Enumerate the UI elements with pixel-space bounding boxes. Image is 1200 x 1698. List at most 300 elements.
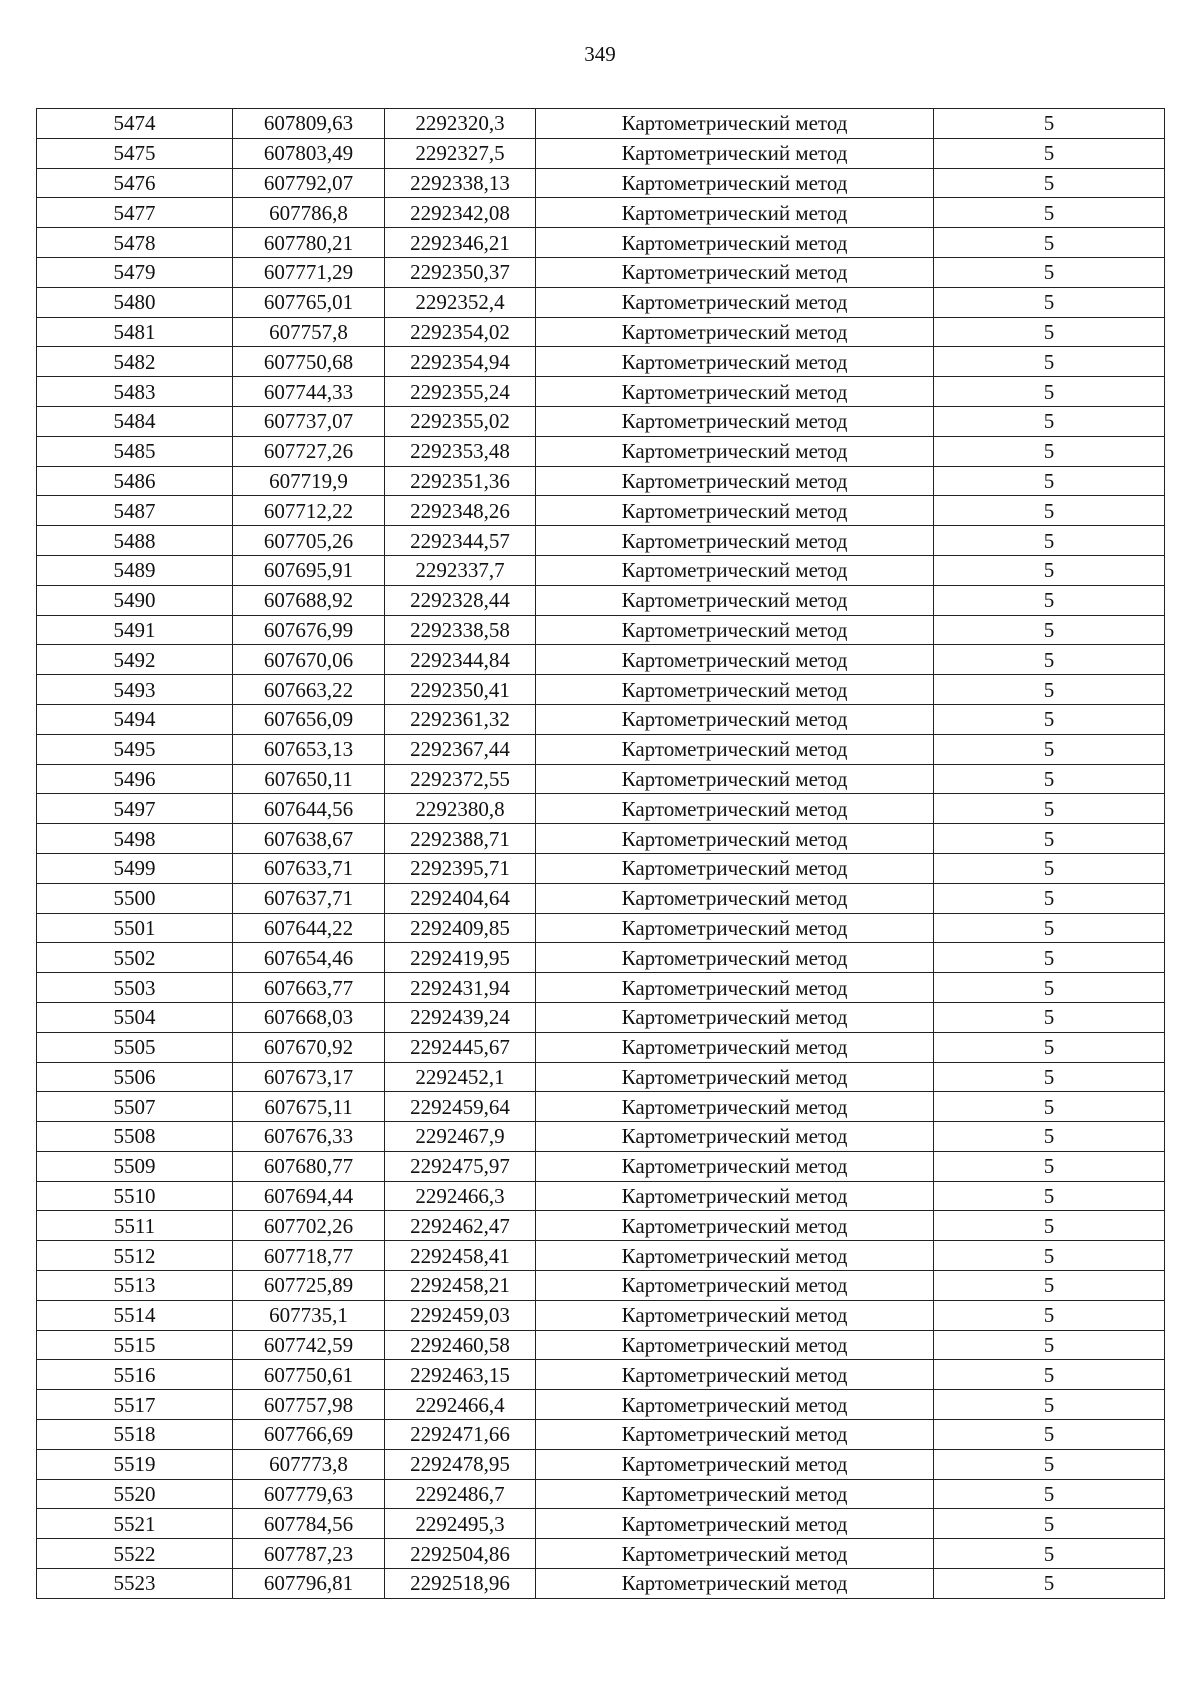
accuracy-cell: 5 [934,1032,1165,1062]
accuracy-cell: 5 [934,347,1165,377]
accuracy-cell: 5 [934,794,1165,824]
point-number-cell: 5510 [37,1181,233,1211]
accuracy-cell: 5 [934,1479,1165,1509]
table-row [37,1151,1165,1181]
table-row [37,1241,1165,1271]
method-cell: Картометрический метод [536,198,934,228]
x-coordinate-cell: 607637,71 [233,883,385,913]
x-coordinate-cell: 607809,63 [233,109,385,139]
y-coordinate-cell: 2292439,24 [385,1002,536,1032]
accuracy-cell: 5 [934,1062,1165,1092]
accuracy-cell: 5 [934,496,1165,526]
y-coordinate-cell: 2292350,41 [385,675,536,705]
method-cell: Картометрический метод [536,1241,934,1271]
method-cell: Картометрический метод [536,943,934,973]
x-coordinate-cell: 607750,68 [233,347,385,377]
method-cell: Картометрический метод [536,109,934,139]
accuracy-cell: 5 [934,675,1165,705]
table-row [37,347,1165,377]
accuracy-cell: 5 [934,645,1165,675]
accuracy-cell: 5 [934,1420,1165,1450]
accuracy-cell: 5 [934,317,1165,347]
y-coordinate-cell: 2292462,47 [385,1211,536,1241]
table-row [37,526,1165,556]
x-coordinate-cell: 607796,81 [233,1569,385,1599]
x-coordinate-cell: 607744,33 [233,377,385,407]
point-number-cell: 5519 [37,1449,233,1479]
table-row [37,973,1165,1003]
point-number-cell: 5495 [37,734,233,764]
accuracy-cell: 5 [934,257,1165,287]
method-cell: Картометрический метод [536,794,934,824]
x-coordinate-cell: 607735,1 [233,1300,385,1330]
table-row [37,883,1165,913]
accuracy-cell: 5 [934,943,1165,973]
point-number-cell: 5477 [37,198,233,228]
y-coordinate-cell: 2292466,3 [385,1181,536,1211]
accuracy-cell: 5 [934,913,1165,943]
x-coordinate-cell: 607695,91 [233,555,385,585]
y-coordinate-cell: 2292320,3 [385,109,536,139]
table-row [37,1360,1165,1390]
method-cell: Картометрический метод [536,883,934,913]
accuracy-cell: 5 [934,109,1165,139]
table-row [37,1032,1165,1062]
point-number-cell: 5511 [37,1211,233,1241]
accuracy-cell: 5 [934,526,1165,556]
coordinates-table-body [37,109,1165,1599]
table-row [37,496,1165,526]
table-row [37,1479,1165,1509]
table-row [37,257,1165,287]
x-coordinate-cell: 607702,26 [233,1211,385,1241]
point-number-cell: 5489 [37,555,233,585]
y-coordinate-cell: 2292486,7 [385,1479,536,1509]
point-number-cell: 5508 [37,1122,233,1152]
method-cell: Картометрический метод [536,138,934,168]
point-number-cell: 5518 [37,1420,233,1450]
y-coordinate-cell: 2292504,86 [385,1539,536,1569]
accuracy-cell: 5 [934,853,1165,883]
method-cell: Картометрический метод [536,734,934,764]
method-cell: Картометрический метод [536,287,934,317]
y-coordinate-cell: 2292471,66 [385,1420,536,1450]
table-row [37,138,1165,168]
x-coordinate-cell: 607668,03 [233,1002,385,1032]
x-coordinate-cell: 607650,11 [233,764,385,794]
method-cell: Картометрический метод [536,406,934,436]
table-row [37,168,1165,198]
y-coordinate-cell: 2292395,71 [385,853,536,883]
point-number-cell: 5490 [37,585,233,615]
table-row [37,198,1165,228]
y-coordinate-cell: 2292380,8 [385,794,536,824]
point-number-cell: 5520 [37,1479,233,1509]
x-coordinate-cell: 607694,44 [233,1181,385,1211]
y-coordinate-cell: 2292344,57 [385,526,536,556]
table-row [37,1271,1165,1301]
y-coordinate-cell: 2292478,95 [385,1449,536,1479]
table-row [37,1509,1165,1539]
point-number-cell: 5506 [37,1062,233,1092]
point-number-cell: 5507 [37,1092,233,1122]
method-cell: Картометрический метод [536,1062,934,1092]
point-number-cell: 5476 [37,168,233,198]
x-coordinate-cell: 607644,22 [233,913,385,943]
x-coordinate-cell: 607688,92 [233,585,385,615]
x-coordinate-cell: 607663,22 [233,675,385,705]
table-row [37,1569,1165,1599]
method-cell: Картометрический метод [536,704,934,734]
table-row [37,1300,1165,1330]
x-coordinate-cell: 607765,01 [233,287,385,317]
accuracy-cell: 5 [934,287,1165,317]
table-row [37,1122,1165,1152]
point-number-cell: 5494 [37,704,233,734]
table-row [37,1092,1165,1122]
method-cell: Картометрический метод [536,1420,934,1450]
point-number-cell: 5514 [37,1300,233,1330]
table-row [37,1390,1165,1420]
method-cell: Картометрический метод [536,1151,934,1181]
point-number-cell: 5493 [37,675,233,705]
method-cell: Картометрический метод [536,377,934,407]
accuracy-cell: 5 [934,1151,1165,1181]
method-cell: Картометрический метод [536,1211,934,1241]
y-coordinate-cell: 2292352,4 [385,287,536,317]
point-number-cell: 5517 [37,1390,233,1420]
table-row [37,824,1165,854]
method-cell: Картометрический метод [536,555,934,585]
method-cell: Картометрический метод [536,1122,934,1152]
accuracy-cell: 5 [934,1092,1165,1122]
x-coordinate-cell: 607771,29 [233,257,385,287]
y-coordinate-cell: 2292344,84 [385,645,536,675]
table-row [37,1420,1165,1450]
point-number-cell: 5484 [37,406,233,436]
accuracy-cell: 5 [934,1300,1165,1330]
table-row [37,704,1165,734]
x-coordinate-cell: 607737,07 [233,406,385,436]
y-coordinate-cell: 2292445,67 [385,1032,536,1062]
accuracy-cell: 5 [934,734,1165,764]
x-coordinate-cell: 607784,56 [233,1509,385,1539]
x-coordinate-cell: 607787,23 [233,1539,385,1569]
table-row [37,436,1165,466]
x-coordinate-cell: 607719,9 [233,466,385,496]
x-coordinate-cell: 607757,8 [233,317,385,347]
accuracy-cell: 5 [934,198,1165,228]
y-coordinate-cell: 2292475,97 [385,1151,536,1181]
table-row [37,317,1165,347]
method-cell: Картометрический метод [536,1539,934,1569]
method-cell: Картометрический метод [536,436,934,466]
x-coordinate-cell: 607792,07 [233,168,385,198]
method-cell: Картометрический метод [536,824,934,854]
point-number-cell: 5475 [37,138,233,168]
x-coordinate-cell: 607718,77 [233,1241,385,1271]
method-cell: Картометрический метод [536,764,934,794]
point-number-cell: 5522 [37,1539,233,1569]
table-row [37,645,1165,675]
accuracy-cell: 5 [934,228,1165,258]
point-number-cell: 5478 [37,228,233,258]
point-number-cell: 5479 [37,257,233,287]
point-number-cell: 5480 [37,287,233,317]
x-coordinate-cell: 607675,11 [233,1092,385,1122]
method-cell: Картометрический метод [536,1360,934,1390]
table-row [37,943,1165,973]
y-coordinate-cell: 2292342,08 [385,198,536,228]
method-cell: Картометрический метод [536,1002,934,1032]
y-coordinate-cell: 2292354,94 [385,347,536,377]
table-row [37,228,1165,258]
table-row [37,1002,1165,1032]
x-coordinate-cell: 607633,71 [233,853,385,883]
y-coordinate-cell: 2292338,58 [385,615,536,645]
x-coordinate-cell: 607676,99 [233,615,385,645]
method-cell: Картометрический метод [536,675,934,705]
point-number-cell: 5512 [37,1241,233,1271]
y-coordinate-cell: 2292458,21 [385,1271,536,1301]
point-number-cell: 5488 [37,526,233,556]
table-row [37,1330,1165,1360]
x-coordinate-cell: 607742,59 [233,1330,385,1360]
accuracy-cell: 5 [934,406,1165,436]
table-row [37,1211,1165,1241]
y-coordinate-cell: 2292431,94 [385,973,536,1003]
method-cell: Картометрический метод [536,1032,934,1062]
accuracy-cell: 5 [934,585,1165,615]
x-coordinate-cell: 607750,61 [233,1360,385,1390]
table-row [37,287,1165,317]
method-cell: Картометрический метод [536,585,934,615]
point-number-cell: 5505 [37,1032,233,1062]
point-number-cell: 5513 [37,1271,233,1301]
x-coordinate-cell: 607766,69 [233,1420,385,1450]
point-number-cell: 5496 [37,764,233,794]
point-number-cell: 5502 [37,943,233,973]
x-coordinate-cell: 607779,63 [233,1479,385,1509]
method-cell: Картометрический метод [536,853,934,883]
accuracy-cell: 5 [934,615,1165,645]
point-number-cell: 5492 [37,645,233,675]
x-coordinate-cell: 607705,26 [233,526,385,556]
y-coordinate-cell: 2292354,02 [385,317,536,347]
y-coordinate-cell: 2292338,13 [385,168,536,198]
method-cell: Картометрический метод [536,466,934,496]
x-coordinate-cell: 607638,67 [233,824,385,854]
method-cell: Картометрический метод [536,496,934,526]
point-number-cell: 5481 [37,317,233,347]
x-coordinate-cell: 607725,89 [233,1271,385,1301]
y-coordinate-cell: 2292495,3 [385,1509,536,1539]
method-cell: Картометрический метод [536,526,934,556]
accuracy-cell: 5 [934,1569,1165,1599]
method-cell: Картометрический метод [536,1092,934,1122]
accuracy-cell: 5 [934,1002,1165,1032]
table-row [37,406,1165,436]
x-coordinate-cell: 607644,56 [233,794,385,824]
point-number-cell: 5497 [37,794,233,824]
accuracy-cell: 5 [934,1181,1165,1211]
table-row [37,764,1165,794]
method-cell: Картометрический метод [536,168,934,198]
table-row [37,734,1165,764]
method-cell: Картометрический метод [536,257,934,287]
table-row [37,1181,1165,1211]
method-cell: Картометрический метод [536,347,934,377]
accuracy-cell: 5 [934,1539,1165,1569]
point-number-cell: 5485 [37,436,233,466]
method-cell: Картометрический метод [536,317,934,347]
accuracy-cell: 5 [934,377,1165,407]
y-coordinate-cell: 2292463,15 [385,1360,536,1390]
x-coordinate-cell: 607727,26 [233,436,385,466]
accuracy-cell: 5 [934,1390,1165,1420]
y-coordinate-cell: 2292346,21 [385,228,536,258]
page-number: 349 [584,42,616,66]
y-coordinate-cell: 2292388,71 [385,824,536,854]
x-coordinate-cell: 607773,8 [233,1449,385,1479]
x-coordinate-cell: 607670,06 [233,645,385,675]
table-row [37,1062,1165,1092]
y-coordinate-cell: 2292467,9 [385,1122,536,1152]
table-row [37,466,1165,496]
y-coordinate-cell: 2292518,96 [385,1569,536,1599]
y-coordinate-cell: 2292351,36 [385,466,536,496]
accuracy-cell: 5 [934,1241,1165,1271]
point-number-cell: 5504 [37,1002,233,1032]
method-cell: Картометрический метод [536,1449,934,1479]
table-row [37,794,1165,824]
table-row [37,585,1165,615]
point-number-cell: 5501 [37,913,233,943]
point-number-cell: 5503 [37,973,233,1003]
table-row [37,615,1165,645]
method-cell: Картометрический метод [536,1330,934,1360]
point-number-cell: 5483 [37,377,233,407]
x-coordinate-cell: 607654,46 [233,943,385,973]
x-coordinate-cell: 607757,98 [233,1390,385,1420]
y-coordinate-cell: 2292466,4 [385,1390,536,1420]
x-coordinate-cell: 607656,09 [233,704,385,734]
point-number-cell: 5498 [37,824,233,854]
y-coordinate-cell: 2292372,55 [385,764,536,794]
point-number-cell: 5482 [37,347,233,377]
coordinates-table [36,108,1165,1599]
method-cell: Картометрический метод [536,645,934,675]
method-cell: Картометрический метод [536,228,934,258]
y-coordinate-cell: 2292348,26 [385,496,536,526]
point-number-cell: 5516 [37,1360,233,1390]
accuracy-cell: 5 [934,555,1165,585]
y-coordinate-cell: 2292355,24 [385,377,536,407]
accuracy-cell: 5 [934,973,1165,1003]
point-number-cell: 5487 [37,496,233,526]
y-coordinate-cell: 2292452,1 [385,1062,536,1092]
accuracy-cell: 5 [934,1211,1165,1241]
accuracy-cell: 5 [934,704,1165,734]
x-coordinate-cell: 607670,92 [233,1032,385,1062]
point-number-cell: 5491 [37,615,233,645]
point-number-cell: 5523 [37,1569,233,1599]
table-row [37,109,1165,139]
y-coordinate-cell: 2292353,48 [385,436,536,466]
y-coordinate-cell: 2292419,95 [385,943,536,973]
accuracy-cell: 5 [934,1509,1165,1539]
point-number-cell: 5500 [37,883,233,913]
y-coordinate-cell: 2292459,64 [385,1092,536,1122]
x-coordinate-cell: 607663,77 [233,973,385,1003]
point-number-cell: 5521 [37,1509,233,1539]
x-coordinate-cell: 607673,17 [233,1062,385,1092]
table-row [37,913,1165,943]
accuracy-cell: 5 [934,436,1165,466]
point-number-cell: 5474 [37,109,233,139]
table-row [37,853,1165,883]
method-cell: Картометрический метод [536,1509,934,1539]
method-cell: Картометрический метод [536,615,934,645]
y-coordinate-cell: 2292409,85 [385,913,536,943]
x-coordinate-cell: 607786,8 [233,198,385,228]
y-coordinate-cell: 2292459,03 [385,1300,536,1330]
method-cell: Картометрический метод [536,913,934,943]
accuracy-cell: 5 [934,168,1165,198]
method-cell: Картометрический метод [536,1390,934,1420]
accuracy-cell: 5 [934,1360,1165,1390]
y-coordinate-cell: 2292361,32 [385,704,536,734]
x-coordinate-cell: 607676,33 [233,1122,385,1152]
x-coordinate-cell: 607712,22 [233,496,385,526]
table-row [37,675,1165,705]
accuracy-cell: 5 [934,1449,1165,1479]
method-cell: Картометрический метод [536,1181,934,1211]
point-number-cell: 5499 [37,853,233,883]
table-row [37,377,1165,407]
table-row [37,1539,1165,1569]
accuracy-cell: 5 [934,824,1165,854]
accuracy-cell: 5 [934,466,1165,496]
point-number-cell: 5515 [37,1330,233,1360]
point-number-cell: 5486 [37,466,233,496]
accuracy-cell: 5 [934,883,1165,913]
method-cell: Картометрический метод [536,1271,934,1301]
y-coordinate-cell: 2292404,64 [385,883,536,913]
y-coordinate-cell: 2292350,37 [385,257,536,287]
x-coordinate-cell: 607680,77 [233,1151,385,1181]
accuracy-cell: 5 [934,1122,1165,1152]
method-cell: Картометрический метод [536,1569,934,1599]
y-coordinate-cell: 2292355,02 [385,406,536,436]
x-coordinate-cell: 607653,13 [233,734,385,764]
x-coordinate-cell: 607803,49 [233,138,385,168]
method-cell: Картометрический метод [536,1479,934,1509]
method-cell: Картометрический метод [536,1300,934,1330]
table-row [37,1449,1165,1479]
point-number-cell: 5509 [37,1151,233,1181]
x-coordinate-cell: 607780,21 [233,228,385,258]
accuracy-cell: 5 [934,1330,1165,1360]
y-coordinate-cell: 2292337,7 [385,555,536,585]
table-row [37,555,1165,585]
y-coordinate-cell: 2292460,58 [385,1330,536,1360]
accuracy-cell: 5 [934,764,1165,794]
y-coordinate-cell: 2292328,44 [385,585,536,615]
y-coordinate-cell: 2292367,44 [385,734,536,764]
accuracy-cell: 5 [934,138,1165,168]
y-coordinate-cell: 2292327,5 [385,138,536,168]
